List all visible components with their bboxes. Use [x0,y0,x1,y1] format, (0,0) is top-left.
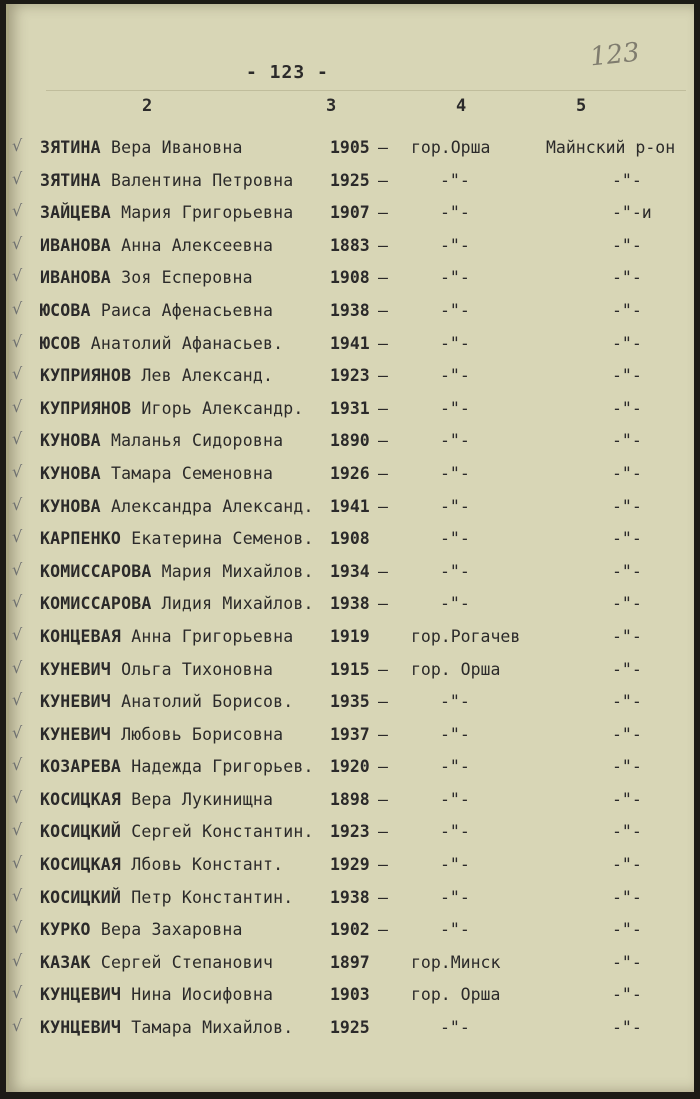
place: -"- [440,235,470,255]
place: -"- [440,822,470,842]
dash-mark: — [378,855,388,875]
surname: КОСИЦКАЯ [40,855,122,875]
birth-year: 1926 [330,463,370,483]
district: -"- [612,985,642,1005]
table-row [6,753,694,786]
birth-year: 1915 [330,659,370,679]
place: -"- [440,203,470,223]
given-names: Анна Алексеевна [121,235,274,255]
given-names: Игорь Александр. [141,398,304,418]
place: -"- [440,561,470,581]
district: -"- [612,952,642,972]
person-name [40,464,273,483]
dash-mark: — [378,431,388,451]
table-row [6,525,694,558]
table-row [6,362,694,395]
birth-year: 1938 [330,594,370,614]
given-names: Александра Александ. [110,496,314,516]
district: -"- [612,300,642,320]
check-mark-icon: √ [12,461,23,481]
header-rule [46,90,686,91]
birth-year: 1937 [330,724,370,744]
birth-year: 1934 [330,561,370,581]
place: -"- [440,529,470,549]
person-name [40,660,273,679]
district: -"- [612,757,642,777]
place: гор.Минск [411,952,501,972]
given-names: Екатерина Семенов. [131,529,314,549]
check-mark-icon: √ [12,266,23,286]
dash-mark: — [378,333,388,353]
dash-mark: — [378,724,388,744]
dash-mark: — [378,138,388,157]
given-names: Мария Михайлов. [161,561,314,581]
check-mark-icon: √ [12,820,23,840]
table-row [6,167,694,200]
given-names: Вера Лукинищна [131,789,274,809]
check-mark-icon: √ [12,787,23,807]
place: -"- [440,855,470,875]
surname: ЮСОВ [40,333,81,353]
surname: ИВАНОВА [40,268,111,288]
district: -"- [612,920,642,940]
check-mark-icon: √ [12,201,23,221]
given-names: Вера Ивановна [110,138,243,157]
person-name [40,497,314,516]
dash-mark: — [378,920,388,940]
district: -"- [612,594,642,614]
surname: ЗЯТИНА [40,138,101,157]
person-name [40,171,293,190]
place: -"- [440,757,470,777]
table-row [6,297,694,330]
person-name [40,985,273,1004]
birth-year: 1897 [330,952,370,972]
table-row [6,916,694,949]
surname: КУНЕВИЧ [40,692,111,712]
check-mark-icon: √ [12,364,23,384]
table-row [6,558,694,591]
surname: КОЗАРЕВА [40,757,122,777]
given-names: Анатолий Афанасьев. [90,333,284,353]
district: -"- [612,789,642,809]
dash-mark: — [378,692,388,712]
person-name [40,822,314,841]
given-names: Зоя Есперовна [121,268,253,288]
table-row [6,786,694,819]
district: -"- [612,626,642,646]
birth-year: 1931 [330,398,370,418]
birth-year: 1920 [330,757,370,777]
surname: ЮСОВА [40,300,91,320]
given-names: Тамара Семеновна [110,463,274,483]
given-names: Любовь Борисовна [121,724,284,744]
person-name [40,366,273,385]
check-mark-icon: √ [12,1016,23,1036]
column-header-3: 3 [326,96,337,116]
place: -"- [440,463,470,483]
check-mark-icon: √ [12,853,23,873]
place: -"- [440,920,470,940]
birth-year: 1923 [330,822,370,842]
dash-mark: — [378,170,388,190]
column-header-2: 2 [142,96,153,116]
person-name [40,725,283,744]
place: -"- [440,1018,470,1038]
surname: КУНОВА [40,431,101,451]
surname: КУНЕВИЧ [40,659,111,679]
given-names: Сергей Константин. [131,822,314,842]
given-names: Вера Захаровна [100,920,243,940]
surname: КУПРИЯНОВ [40,366,132,386]
given-names: Лев Александ. [141,366,274,386]
given-names: Анатолий Борисов. [121,692,294,712]
birth-year: 1903 [330,985,370,1005]
table-row [6,1014,694,1047]
table-row [6,134,694,167]
dash-mark: — [378,659,388,679]
table-row [6,199,694,232]
district: -"- [612,659,642,679]
given-names: Тамара Михайлов. [131,1018,294,1038]
person-name [40,953,273,972]
surname: КУПРИЯНОВ [40,398,132,418]
district: -"- [612,887,642,907]
surname: КАРПЕНКО [40,529,122,549]
surname: ЗЯТИНА [40,170,101,190]
table-row [6,884,694,917]
place: -"- [440,398,470,418]
table-row [6,590,694,623]
check-mark-icon: √ [12,429,23,449]
check-mark-icon: √ [12,331,23,351]
place: -"- [440,170,470,190]
place: -"- [440,724,470,744]
table-row [6,623,694,656]
surname: КУНЦЕВИЧ [40,1018,122,1038]
check-mark-icon: √ [12,918,23,938]
dash-mark: — [378,757,388,777]
birth-year: 1898 [330,789,370,809]
surname: КУНЕВИЧ [40,724,111,744]
dash-mark: — [378,268,388,288]
birth-year: 1938 [330,300,370,320]
birth-year: 1925 [330,1018,370,1038]
place: -"- [440,300,470,320]
birth-year: 1919 [330,626,370,646]
check-mark-icon: √ [12,657,23,677]
dash-mark: — [378,822,388,842]
district: -"- [612,431,642,451]
table-row [6,949,694,982]
table-row [6,851,694,884]
district: -"- [612,398,642,418]
register-table [6,134,694,1047]
dash-mark: — [378,366,388,386]
surname: КУНОВА [40,496,101,516]
check-mark-icon: √ [12,983,23,1003]
column-header-5: 5 [576,96,587,116]
place: -"- [440,594,470,614]
table-row [6,330,694,363]
person-name [40,431,283,450]
dash-mark: — [378,789,388,809]
person-name [40,334,283,353]
surname: КОМИССАРОВА [40,594,152,614]
district: -"- [612,1018,642,1038]
table-row [6,427,694,460]
district: Майнский р-он [546,138,676,157]
district: -"-и [612,203,652,223]
district: -"- [612,529,642,549]
person-name [40,757,314,776]
district: -"- [612,366,642,386]
birth-year: 1941 [330,496,370,516]
document-page [6,4,694,1092]
birth-year: 1941 [330,333,370,353]
table-row [6,688,694,721]
table-row [6,656,694,689]
check-mark-icon: √ [12,136,23,155]
birth-year: 1883 [330,235,370,255]
surname: КОСИЦКИЙ [40,822,122,842]
table-row [6,460,694,493]
table-row [6,981,694,1014]
dash-mark: — [378,235,388,255]
district: -"- [612,822,642,842]
dash-mark: — [378,496,388,516]
person-name [40,562,314,581]
place: -"- [440,366,470,386]
surname: КУРКО [40,920,91,940]
person-name [40,855,283,874]
check-mark-icon: √ [12,624,23,644]
given-names: Сергей Степанович [100,952,274,972]
place: -"- [440,333,470,353]
given-names: Ольга Тихоновна [121,659,274,679]
surname: КОМИССАРОВА [40,561,152,581]
person-name [40,138,243,157]
birth-year: 1908 [330,268,370,288]
check-mark-icon: √ [12,168,23,188]
district: -"- [612,463,642,483]
birth-year: 1929 [330,855,370,875]
person-name [40,399,304,418]
surname: КОНЦЕВАЯ [40,626,122,646]
place: -"- [440,789,470,809]
birth-year: 1890 [330,431,370,451]
person-name [40,627,293,646]
given-names: Анна Григорьевна [131,626,294,646]
table-row [6,232,694,265]
district: -"- [612,496,642,516]
surname: КОСИЦКИЙ [40,887,122,907]
birth-year: 1907 [330,203,370,223]
given-names: Лидия Михайлов. [161,594,314,614]
given-names: Надежда Григорьев. [131,757,314,777]
person-name [40,203,293,222]
person-name [40,236,273,255]
district: -"- [612,855,642,875]
surname: ИВАНОВА [40,235,111,255]
dash-mark: — [378,398,388,418]
handwritten-page-number: 123 [588,37,642,73]
given-names: Валентина Петровна [110,170,294,190]
dash-mark: — [378,561,388,581]
dash-mark: — [378,203,388,223]
person-name [40,790,273,809]
district: -"- [612,235,642,255]
district: -"- [612,724,642,744]
place: гор.Орша [411,138,491,157]
dash-mark: — [378,300,388,320]
person-name [40,692,293,711]
person-name [40,529,314,548]
place: -"- [440,496,470,516]
check-mark-icon: √ [12,298,23,318]
check-mark-icon: √ [12,494,23,514]
surname: КУНЦЕВИЧ [40,985,122,1005]
person-name [40,301,273,320]
district: -"- [612,561,642,581]
check-mark-icon: √ [12,396,23,416]
given-names: Маланья Сидоровна [110,431,284,451]
district: -"- [612,692,642,712]
check-mark-icon: √ [12,233,23,253]
place: -"- [440,887,470,907]
place: гор.Рогачев [411,626,521,646]
birth-year: 1902 [330,920,370,940]
dash-mark: — [378,463,388,483]
birth-year: 1923 [330,366,370,386]
table-row [6,818,694,851]
district: -"- [612,170,642,190]
district: -"- [612,333,642,353]
dash-mark: — [378,887,388,907]
person-name [40,594,314,613]
birth-year: 1935 [330,692,370,712]
check-mark-icon: √ [12,950,23,970]
check-mark-icon: √ [12,592,23,612]
check-mark-icon: √ [12,527,23,547]
given-names: Раиса Афенасьевна [100,300,274,320]
given-names: Мария Григорьевна [121,203,294,223]
column-header-4: 4 [456,96,467,116]
birth-year: 1925 [330,170,370,190]
page-number: - 123 - [246,62,329,83]
person-name [40,920,243,939]
place: гор. Орша [411,659,501,679]
person-name [40,268,253,287]
district: -"- [612,268,642,288]
surname: КОСИЦКАЯ [40,789,122,809]
surname: КУНОВА [40,463,101,483]
given-names: Нина Иосифовна [131,985,274,1005]
place: -"- [440,268,470,288]
person-name [40,888,293,907]
surname: КАЗАК [40,952,91,972]
table-row [6,493,694,526]
check-mark-icon: √ [12,690,23,710]
birth-year: 1905 [330,138,370,157]
table-row [6,721,694,754]
dash-mark: — [378,594,388,614]
table-row [6,395,694,428]
birth-year: 1938 [330,887,370,907]
check-mark-icon: √ [12,559,23,579]
table-row [6,264,694,297]
check-mark-icon: √ [12,755,23,775]
place: гор. Орша [411,985,501,1005]
check-mark-icon: √ [12,722,23,742]
given-names: Петр Константин. [131,887,294,907]
check-mark-icon: √ [12,885,23,905]
surname: ЗАЙЦЕВА [40,203,111,223]
place: -"- [440,431,470,451]
birth-year: 1908 [330,529,370,549]
person-name [40,1018,293,1037]
given-names: Лбовь Констант. [131,855,284,875]
place: -"- [440,692,470,712]
